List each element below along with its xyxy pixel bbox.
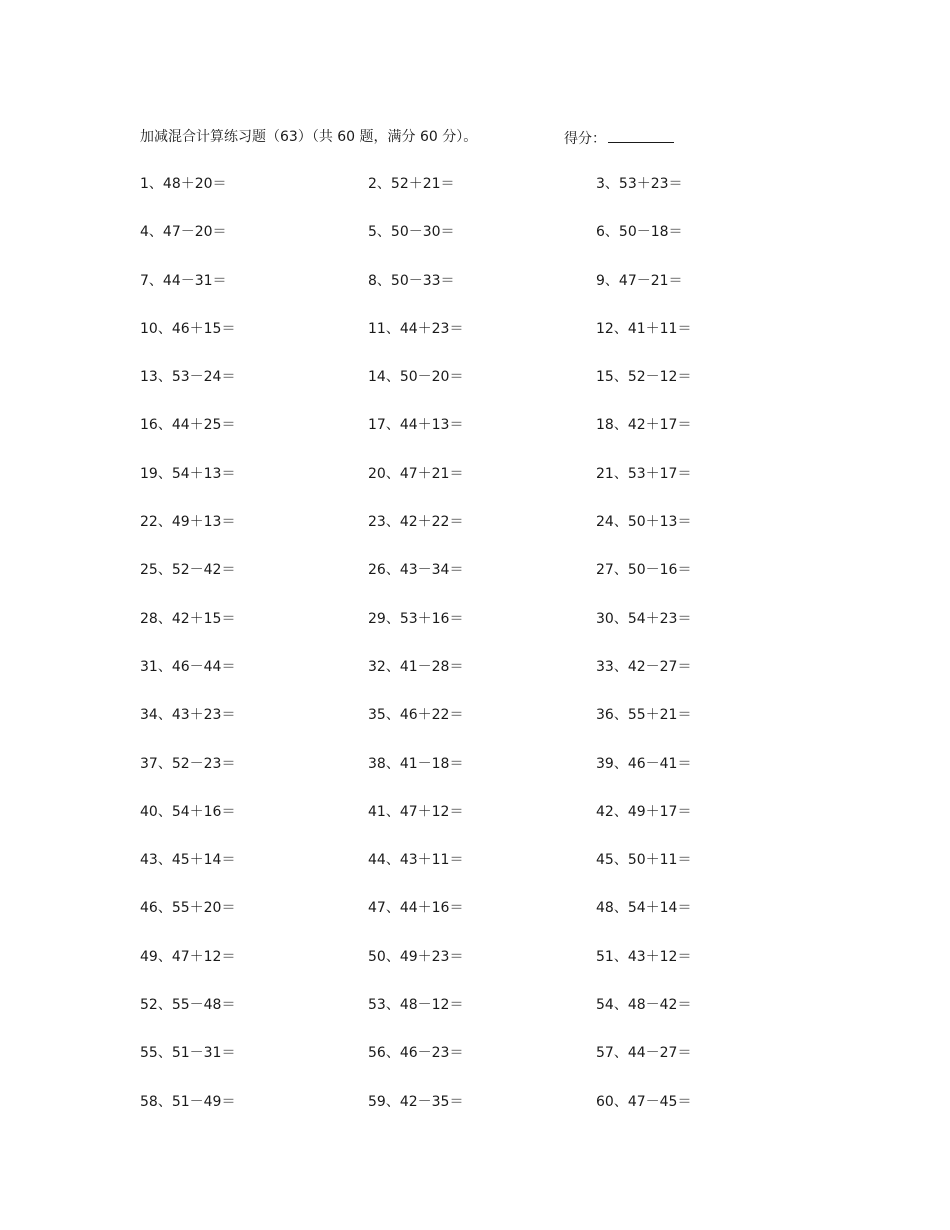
problem-item: 21、53＋17＝ bbox=[596, 465, 692, 482]
problem-item: 2、52＋21＝ bbox=[368, 176, 455, 192]
problem-item: 8、50－33＝ bbox=[368, 272, 455, 289]
problem-item: 42、49＋17＝ bbox=[596, 803, 692, 820]
problem-item: 40、54＋16＝ bbox=[140, 803, 236, 820]
problem-item: 38、41－18＝ bbox=[368, 755, 464, 772]
problem-item: 5、50－30＝ bbox=[368, 224, 455, 241]
problem-item: 4、47－20＝ bbox=[140, 224, 227, 241]
problem-item: 10、46＋15＝ bbox=[140, 320, 236, 337]
problem-item: 25、52－42＝ bbox=[140, 562, 236, 579]
problem-item: 39、46－41＝ bbox=[596, 755, 692, 772]
problem-item: 16、44＋25＝ bbox=[140, 417, 236, 434]
problem-item: 31、46－44＝ bbox=[140, 658, 236, 675]
problem-item: 34、43＋23＝ bbox=[140, 707, 236, 724]
problem-item: 57、44－27＝ bbox=[596, 1045, 692, 1062]
problem-item: 32、41－28＝ bbox=[368, 658, 464, 675]
problem-item: 44、43＋11＝ bbox=[368, 852, 464, 869]
problem-item: 13、53－24＝ bbox=[140, 369, 236, 386]
problem-item: 3、53＋23＝ bbox=[596, 176, 683, 192]
problem-item: 33、42－27＝ bbox=[596, 658, 692, 675]
problem-item: 18、42＋17＝ bbox=[596, 417, 692, 434]
problem-item: 17、44＋13＝ bbox=[368, 417, 464, 434]
problem-item: 19、54＋13＝ bbox=[140, 465, 236, 482]
problem-item: 30、54＋23＝ bbox=[596, 610, 692, 627]
problem-item: 47、44＋16＝ bbox=[368, 900, 464, 917]
problem-item: 45、50＋11＝ bbox=[596, 852, 692, 869]
problem-item: 24、50＋13＝ bbox=[596, 514, 692, 531]
worksheet-title: 加减混合计算练习题（63）（共 60 题，满分 60 分）。 bbox=[140, 129, 478, 145]
problem-item: 48、54＋14＝ bbox=[596, 900, 692, 917]
problem-item: 29、53＋16＝ bbox=[368, 610, 464, 627]
problem-item: 22、49＋13＝ bbox=[140, 514, 236, 531]
problem-item: 26、43－34＝ bbox=[368, 562, 464, 579]
problem-item: 23、42＋22＝ bbox=[368, 514, 464, 531]
problem-item: 28、42＋15＝ bbox=[140, 610, 236, 627]
problem-grid bbox=[140, 173, 760, 1139]
score-field bbox=[564, 126, 674, 150]
problem-item: 6、50－18＝ bbox=[596, 224, 683, 241]
score-label: 得分： bbox=[564, 131, 606, 147]
problem-item: 50、49＋23＝ bbox=[368, 948, 464, 965]
problem-item: 9、47－21＝ bbox=[596, 272, 683, 289]
problem-item: 1、48＋20＝ bbox=[140, 176, 227, 192]
worksheet-header bbox=[140, 126, 740, 148]
problem-item: 60、47－45＝ bbox=[596, 1093, 692, 1110]
problem-item: 56、46－23＝ bbox=[368, 1045, 464, 1062]
problem-item: 49、47＋12＝ bbox=[140, 948, 236, 965]
problem-item: 37、52－23＝ bbox=[140, 755, 236, 772]
problem-item: 58、51－49＝ bbox=[140, 1093, 236, 1110]
problem-item: 36、55＋21＝ bbox=[596, 707, 692, 724]
problem-item: 41、47＋12＝ bbox=[368, 803, 464, 820]
problem-item: 15、52－12＝ bbox=[596, 369, 692, 386]
problem-item: 12、41＋11＝ bbox=[596, 320, 692, 337]
problem-item: 27、50－16＝ bbox=[596, 562, 692, 579]
score-blank-line bbox=[608, 126, 674, 143]
problem-item: 51、43＋12＝ bbox=[596, 948, 692, 965]
problem-item: 35、46＋22＝ bbox=[368, 707, 464, 724]
problem-item: 11、44＋23＝ bbox=[368, 320, 464, 337]
problem-item: 7、44－31＝ bbox=[140, 272, 227, 289]
problem-item: 20、47＋21＝ bbox=[368, 465, 464, 482]
problem-item: 59、42－35＝ bbox=[368, 1093, 464, 1110]
problem-item: 52、55－48＝ bbox=[140, 997, 236, 1014]
problem-item: 53、48－12＝ bbox=[368, 997, 464, 1014]
problem-item: 43、45＋14＝ bbox=[140, 852, 236, 869]
problem-item: 55、51－31＝ bbox=[140, 1045, 236, 1062]
problem-item: 54、48－42＝ bbox=[596, 997, 692, 1014]
problem-item: 46、55＋20＝ bbox=[140, 900, 236, 917]
problem-item: 14、50－20＝ bbox=[368, 369, 464, 386]
